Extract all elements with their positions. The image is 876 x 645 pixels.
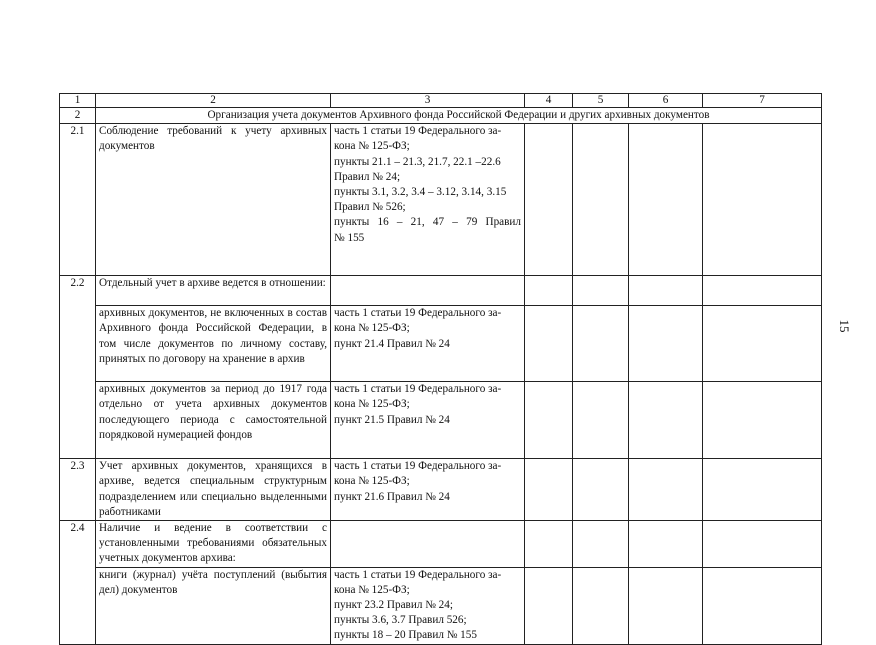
reference-line: пункты 18 – 20 Правил № 155	[334, 629, 477, 642]
requirement-text: Учет архивных документов, хранящихся в архиве, ведется специальным структурным подразделением или специально выделенными работниками	[96, 459, 331, 521]
empty-cell	[573, 521, 629, 568]
empty-cell	[573, 459, 629, 521]
table-row-2-1	[60, 124, 822, 276]
reference-line: часть 1 статьи 19 Федерального за-	[334, 307, 502, 320]
reference-cell	[331, 124, 525, 276]
column-number-7: 7	[703, 94, 822, 108]
empty-cell	[331, 521, 525, 568]
column-number-2: 2	[96, 94, 331, 108]
requirement-text: Наличие и ведение в соответствии с установленными требованиями обязательных учетных документов архива:	[96, 521, 331, 568]
section-title: Организация учета документов Архивного фонда Российской Федерации и других архивных документов	[96, 108, 822, 124]
requirement-text: архивных документов, не включенных в состав Архивного фонда Российской Федерации, в том числе документов по личному составу, принятых по договору на хранение в архив	[96, 306, 331, 382]
empty-cell	[573, 382, 629, 459]
reference-line: пункт 21.6 Правил № 24	[334, 490, 450, 503]
reference-cell	[331, 306, 525, 382]
column-number-6: 6	[629, 94, 703, 108]
table-row-2-3	[60, 459, 822, 521]
table-row-2-4-a	[60, 567, 822, 644]
reference-line: часть 1 статьи 19 Федерального за-	[334, 460, 502, 473]
requirement-text: архивных документов за период до 1917 года отдельно от учета архивных документов последующего периода с самостоятельной порядковой нумерацией фондов	[96, 382, 331, 459]
row-number: 2.1	[60, 124, 96, 276]
requirement-text: Отдельный учет в архиве ведется в отношении:	[96, 276, 331, 306]
reference-line: Правил № 526;	[334, 201, 406, 214]
empty-cell	[629, 459, 703, 521]
section-row	[60, 108, 822, 124]
reference-line: кона № 125-ФЗ;	[334, 322, 410, 335]
table-row-2-2	[60, 276, 822, 306]
empty-cell	[331, 276, 525, 306]
empty-cell	[703, 276, 822, 306]
reference-line: кона № 125-ФЗ;	[334, 398, 410, 411]
reference-line: пункт 21.5 Правил № 24	[334, 413, 450, 426]
empty-cell	[703, 306, 822, 382]
empty-cell	[525, 276, 573, 306]
reference-line: пункты 3.1, 3.2, 3.4 – 3.12, 3.14, 3.15	[334, 186, 507, 199]
reference-line: кона № 125-ФЗ;	[334, 140, 410, 153]
empty-cell	[525, 521, 573, 568]
reference-line: часть 1 статьи 19 Федерального за-	[334, 568, 502, 581]
reference-line: пункты 3.6, 3.7 Правил 526;	[334, 614, 467, 627]
table-row-2-2-b	[60, 382, 822, 459]
empty-cell	[525, 382, 573, 459]
empty-cell	[703, 382, 822, 459]
empty-cell	[703, 459, 822, 521]
reference-line: пункт 21.4 Правил № 24	[334, 337, 450, 350]
reference-line: пункты 21.1 – 21.3, 21.7, 22.1 –22.6	[334, 155, 501, 168]
empty-cell	[525, 306, 573, 382]
empty-cell	[629, 276, 703, 306]
row-number: 2.4	[60, 521, 96, 645]
column-number-1: 1	[60, 94, 96, 108]
document-table	[59, 93, 822, 645]
column-number-4: 4	[525, 94, 573, 108]
reference-cell	[331, 567, 525, 644]
empty-cell	[573, 124, 629, 276]
row-number: 2.2	[60, 276, 96, 459]
requirement-text: книги (журнал) учёта поступлений (выбытия дел) документов	[96, 567, 331, 644]
empty-cell	[573, 306, 629, 382]
column-number-row	[60, 94, 822, 108]
empty-cell	[629, 382, 703, 459]
reference-line: часть 1 статьи 19 Федерального за-	[334, 125, 502, 138]
reference-line: часть 1 статьи 19 Федерального за-	[334, 383, 502, 396]
reference-line: кона № 125-ФЗ;	[334, 583, 410, 596]
empty-cell	[629, 306, 703, 382]
page-number: 15	[837, 319, 852, 333]
table-row-2-2-a	[60, 306, 822, 382]
empty-cell	[703, 124, 822, 276]
reference-line: пункты 16 – 21, 47 – 79 Правил	[334, 216, 521, 229]
reference-cell	[331, 459, 525, 521]
reference-line: Правил № 24;	[334, 170, 401, 183]
column-number-5: 5	[573, 94, 629, 108]
reference-line: пункт 23.2 Правил № 24;	[334, 599, 453, 612]
empty-cell	[703, 567, 822, 644]
empty-cell	[573, 276, 629, 306]
row-number: 2.3	[60, 459, 96, 521]
reference-line: № 155	[334, 231, 365, 244]
requirement-text: Соблюдение требований к учету архивных документов	[96, 124, 331, 276]
table-row-2-4	[60, 521, 822, 568]
empty-cell	[573, 567, 629, 644]
reference-cell	[331, 382, 525, 459]
empty-cell	[629, 521, 703, 568]
reference-line: кона № 125-ФЗ;	[334, 475, 410, 488]
empty-cell	[629, 567, 703, 644]
section-number: 2	[60, 108, 96, 124]
empty-cell	[703, 521, 822, 568]
empty-cell	[525, 124, 573, 276]
empty-cell	[629, 124, 703, 276]
empty-cell	[525, 567, 573, 644]
empty-cell	[525, 459, 573, 521]
column-number-3: 3	[331, 94, 525, 108]
